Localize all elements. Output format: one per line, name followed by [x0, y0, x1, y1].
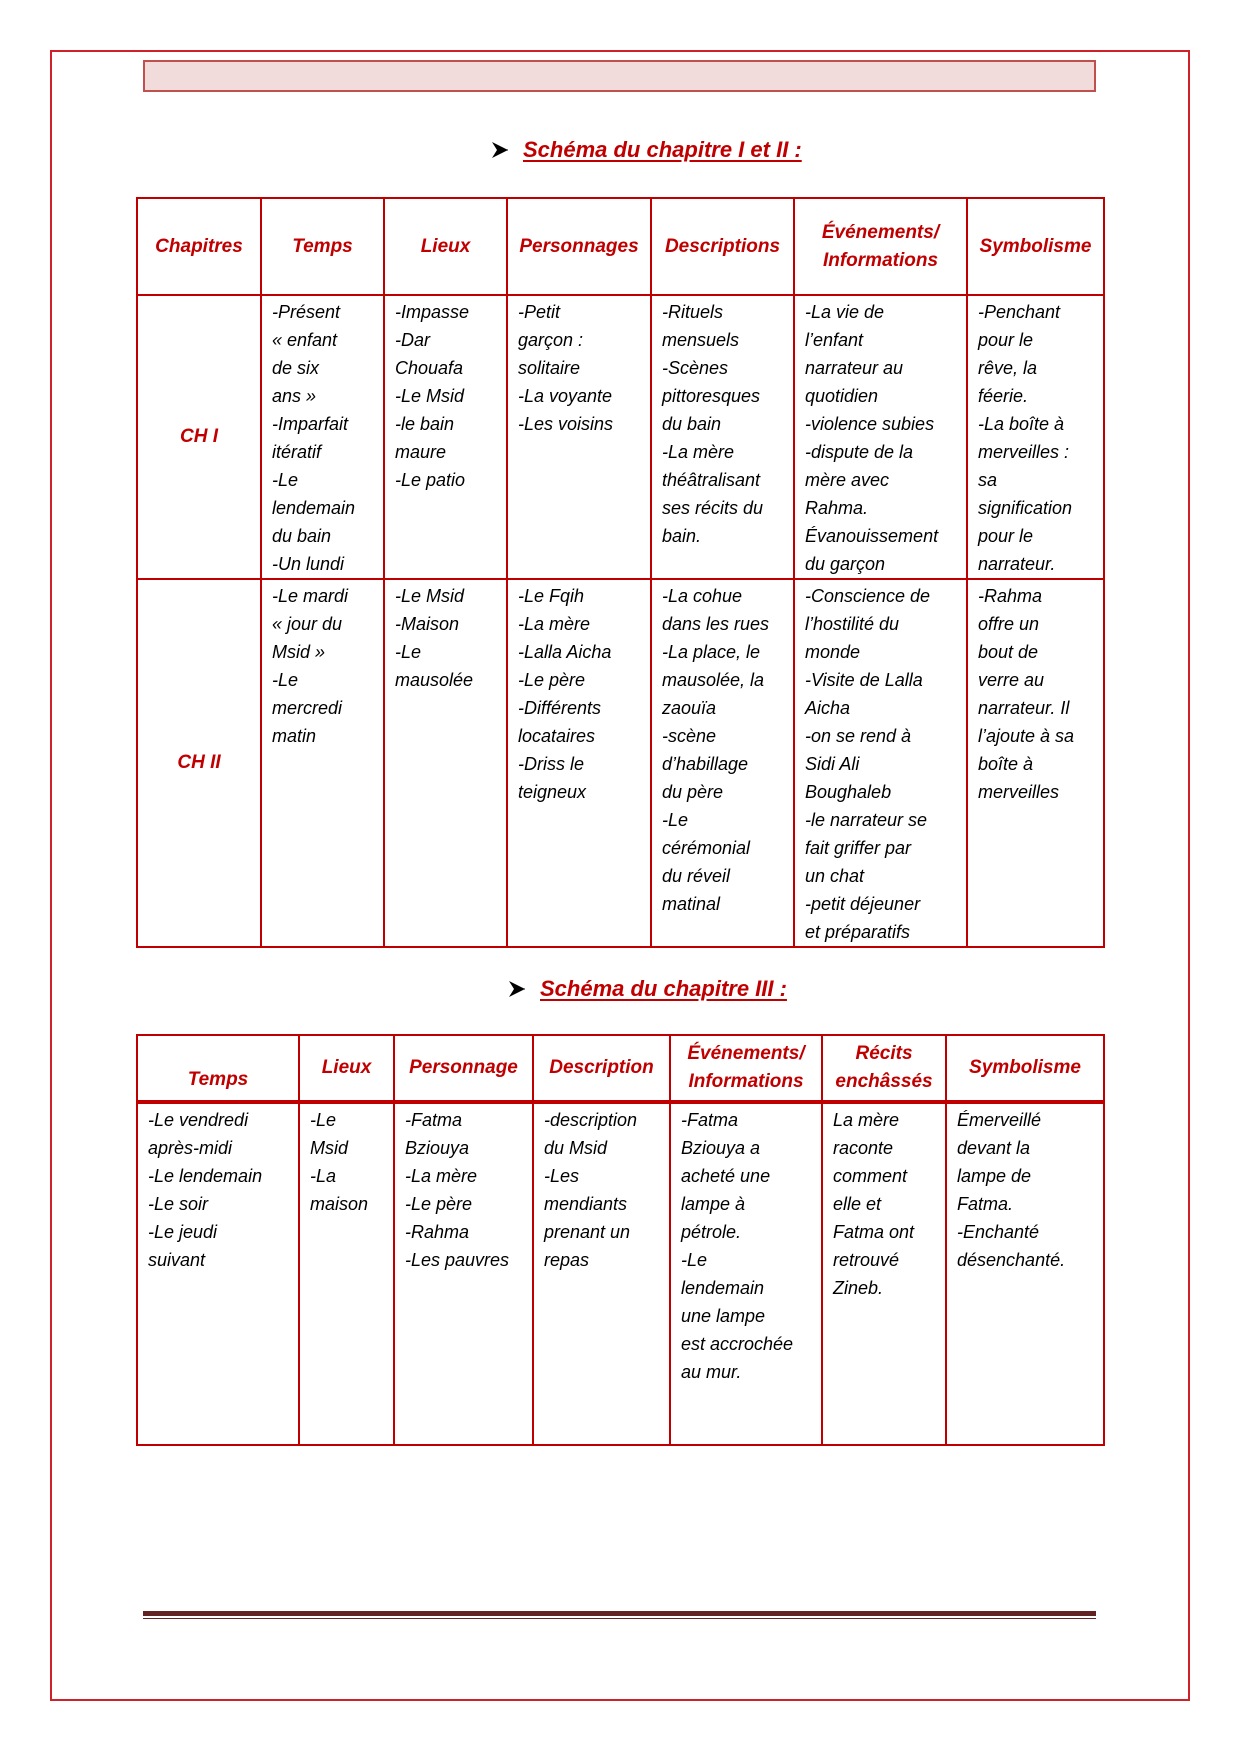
cell-lieux: -Le Msid -Maison -Le mausolée: [384, 579, 507, 947]
chapter-label: CH II: [137, 579, 261, 947]
table-row: [137, 579, 1104, 947]
header-recits: Récits enchâssés: [822, 1035, 946, 1102]
header-lieux: Lieux: [299, 1035, 394, 1102]
section2-title-text: Schéma du chapitre III :: [540, 976, 787, 1001]
table-row: [137, 295, 1104, 579]
cell-lieux: -Le Msid -La maison: [299, 1102, 394, 1445]
arrowhead-bullet-icon: [508, 980, 526, 998]
table-header-row: [137, 198, 1104, 295]
chapters-1-2-table: [136, 197, 1105, 948]
cell-temps: -Le vendredi après-midi -Le lendemain -Le soir -Le jeudi suivant: [137, 1102, 299, 1445]
header-descriptions: Descriptions: [651, 198, 794, 295]
cell-descriptions: -Rituels mensuels -Scènes pittoresques du bain -La mère théâtralisant ses récits du bain.: [651, 295, 794, 579]
cell-description: -description du Msid -Les mendiants prenant un repas: [533, 1102, 670, 1445]
chapter-3-table: [136, 1034, 1105, 1446]
header-chapitres: Chapitres: [137, 198, 261, 295]
cell-symbolisme: -Penchant pour le rêve, la féerie. -La boîte à merveilles : sa signification pour le narrateur.: [967, 295, 1104, 579]
table-row: [137, 1102, 1104, 1445]
cell-evenements: -Conscience de l’hostilité du monde -Visite de Lalla Aicha -on se rend à Sidi Ali Boughaleb -le narrateur se fait griffer par un chat -petit déjeuner et préparatifs: [794, 579, 967, 947]
header-temps: Temps: [261, 198, 384, 295]
cell-personnages: -Petit garçon : solitaire -La voyante -Les voisins: [507, 295, 651, 579]
header-evenements: Événements/ Informations: [794, 198, 967, 295]
cell-recits: La mère raconte comment elle et Fatma ont retrouvé Zineb.: [822, 1102, 946, 1445]
header-description: Description: [533, 1035, 670, 1102]
footer-rule: [143, 1611, 1096, 1619]
chapter-label: CH I: [137, 295, 261, 579]
cell-symbolisme: Émerveillé devant la lampe de Fatma. -Enchanté désenchanté.: [946, 1102, 1104, 1445]
header-lieux: Lieux: [384, 198, 507, 295]
header-symbolisme: Symbolisme: [967, 198, 1104, 295]
header-evenements: Événements/ Informations: [670, 1035, 822, 1102]
cell-lieux: -Impasse -Dar Chouafa -Le Msid -le bain maure -Le patio: [384, 295, 507, 579]
cell-descriptions: -La cohue dans les rues -La place, le mausolée, la zaouïa -scène d’habillage du père -Le cérémonial du réveil matinal: [651, 579, 794, 947]
cell-temps: -Présent « enfant de six ans » -Imparfait itératif -Le lendemain du bain -Un lundi: [261, 295, 384, 579]
section2-title: [508, 974, 787, 1004]
cell-personnages: -Le Fqih -La mère -Lalla Aicha -Le père -Différents locataires -Driss le teigneux: [507, 579, 651, 947]
cell-personnage: -Fatma Bziouya -La mère -Le père -Rahma -Les pauvres: [394, 1102, 533, 1445]
section1-title: [491, 135, 802, 165]
cell-symbolisme: -Rahma offre un bout de verre au narrateur. Il l’ajoute à sa boîte à merveilles: [967, 579, 1104, 947]
header-bar: [143, 60, 1096, 92]
table-header-row: [137, 1035, 1104, 1102]
cell-evenements: -La vie de l’enfant narrateur au quotidien -violence subies -dispute de la mère avec Rahma. Évanouissement du garçon: [794, 295, 967, 579]
header-temps: Temps: [137, 1035, 299, 1102]
arrowhead-bullet-icon: [491, 141, 509, 159]
header-symbolisme: Symbolisme: [946, 1035, 1104, 1102]
cell-evenements: -Fatma Bziouya a acheté une lampe à pétrole. -Le lendemain une lampe est accrochée au mur.: [670, 1102, 822, 1445]
cell-temps: -Le mardi « jour du Msid » -Le mercredi matin: [261, 579, 384, 947]
section1-title-text: Schéma du chapitre I et II :: [523, 137, 802, 162]
header-personnages: Personnages: [507, 198, 651, 295]
header-personnage: Personnage: [394, 1035, 533, 1102]
